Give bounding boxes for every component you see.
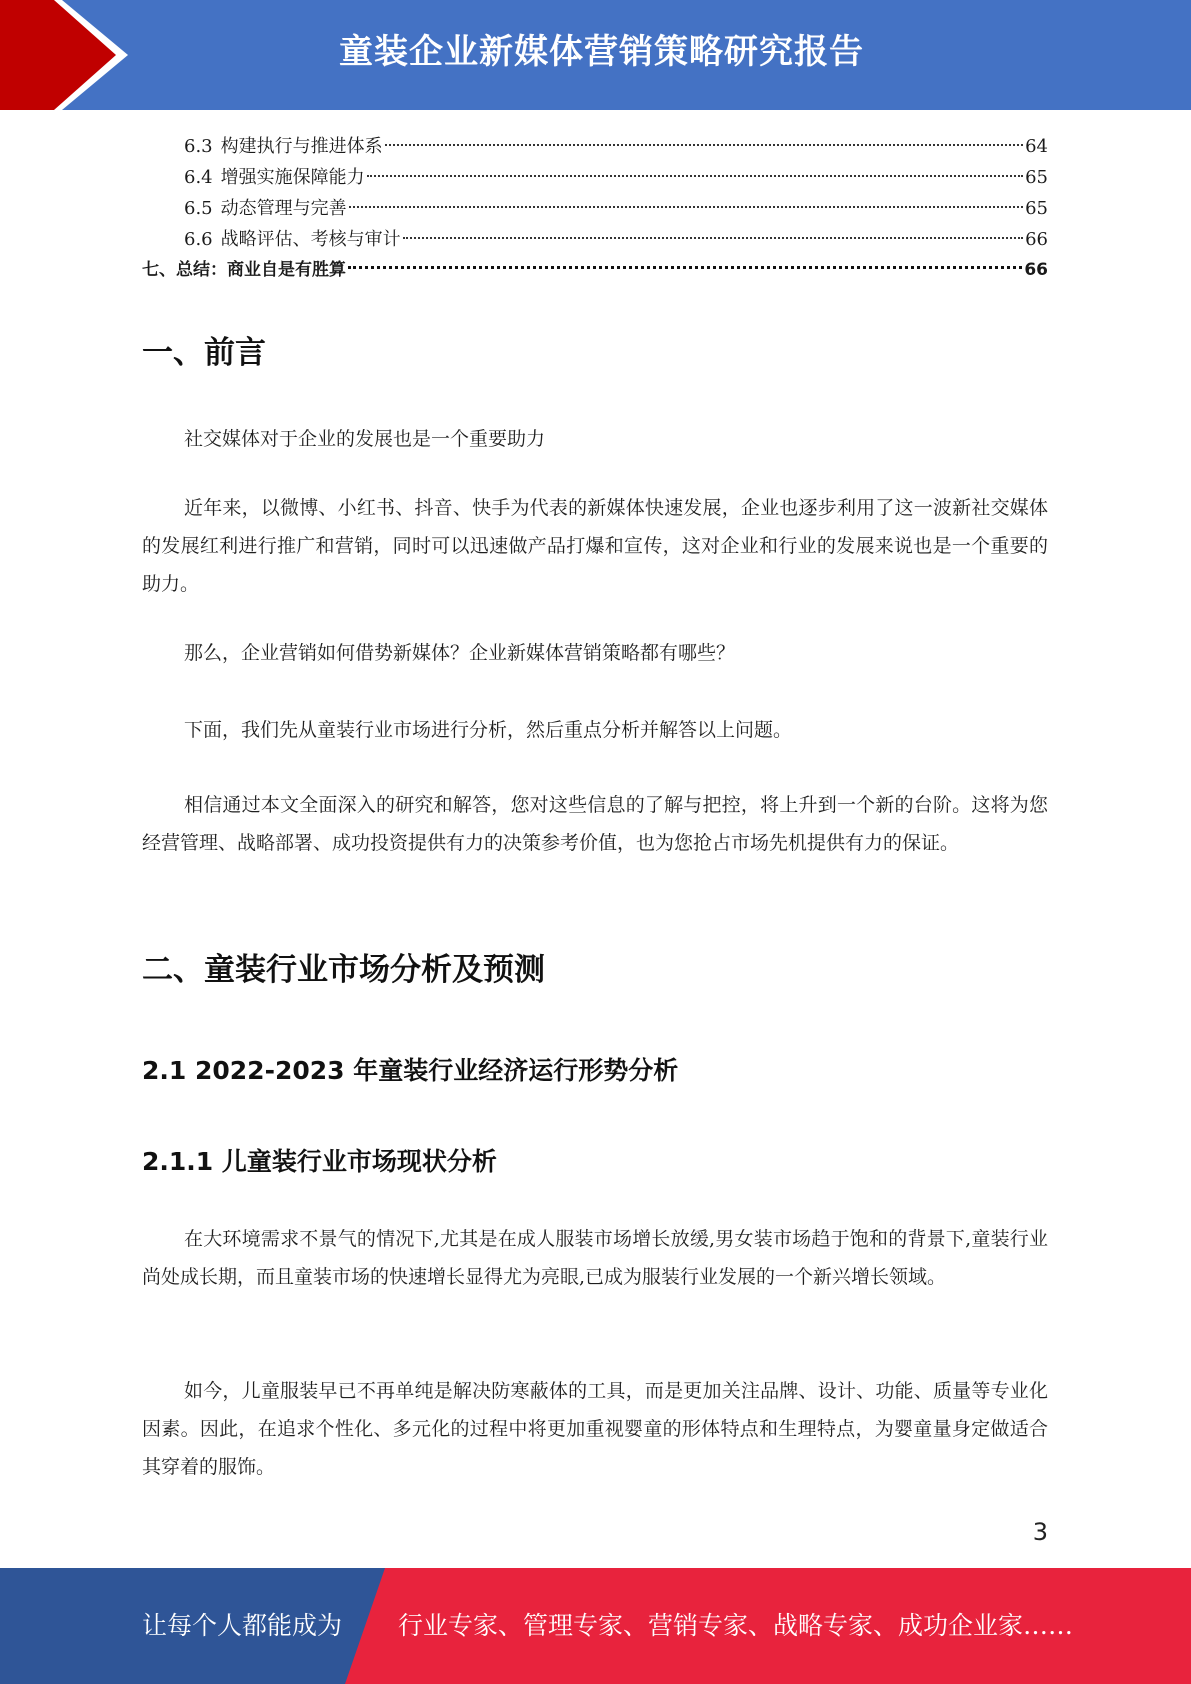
- section-heading-preface: 一、前言: [142, 335, 266, 371]
- toc-entry-page: 66: [1025, 229, 1048, 250]
- subsection-heading: 2.1 2022-2023 年童装行业经济运行形势分析: [142, 1056, 679, 1085]
- toc-entry[interactable]: [142, 224, 1048, 255]
- toc-entry-label: 战略评估、考核与审计: [220, 229, 401, 250]
- toc-entry-number: 6.5: [184, 198, 213, 219]
- section-heading-market-analysis: 二、童装行业市场分析及预测: [142, 952, 545, 988]
- toc-entry-label: 动态管理与完善: [220, 198, 347, 219]
- toc-entry-page: 64: [1025, 136, 1048, 157]
- footer-banner: [0, 1568, 1191, 1684]
- paragraph: 那么，企业营销如何借势新媒体？企业新媒体营销策略都有哪些？: [184, 642, 736, 664]
- toc-entry-number: 6.6: [184, 229, 213, 250]
- toc-entry-label: 七、总结：商业自是有胜算: [142, 260, 346, 280]
- toc-leader: [385, 144, 1023, 146]
- toc-entry[interactable]: [142, 131, 1048, 162]
- document-title: 童装企业新媒体营销策略研究报告: [339, 32, 864, 72]
- toc-entry[interactable]: [142, 162, 1048, 193]
- toc-entry-number: 6.4: [184, 167, 213, 188]
- header-bar: [0, 0, 1191, 110]
- toc-leader: [367, 175, 1023, 177]
- footer-slogan-left: 让每个人都能成为: [142, 1611, 343, 1640]
- toc-leader: [348, 266, 1022, 269]
- toc-leader: [349, 206, 1023, 208]
- toc-entry[interactable]: [142, 193, 1048, 224]
- toc-entry-page: 66: [1024, 260, 1048, 280]
- toc-entry-chapter[interactable]: [142, 255, 1048, 286]
- toc-entry-page: 65: [1025, 167, 1048, 188]
- paragraph: 社交媒体对于企业的发展也是一个重要助力: [184, 428, 546, 450]
- toc-leader: [403, 237, 1023, 239]
- paragraph: 下面，我们先从童装行业市场进行分析，然后重点分析并解答以上问题。: [184, 719, 793, 741]
- toc-entry-page: 65: [1025, 198, 1048, 219]
- toc-entry-label: 增强实施保障能力: [220, 167, 365, 188]
- paragraph: 如今，儿童服装早已不再单纯是解决防寒蔽体的工具，而是更加关注品牌、设计、功能、质量等专业化因素。因此，在追求个性化、多元化的过程中将更加重视婴童的形体特点和生理特点，为婴童量身定做适合其穿着的服饰。: [142, 1380, 1048, 1478]
- paragraph: 近年来，以微博、小红书、抖音、快手为代表的新媒体快速发展，企业也逐步利用了这一波新社交媒体的发展红利进行推广和营销，同时可以迅速做产品打爆和宣传，这对企业和行业的发展来说也是一个重要的助力。: [142, 497, 1048, 595]
- toc-entry-label: 构建执行与推进体系: [220, 136, 383, 157]
- subsubsection-heading: 2.1.1 儿童装行业市场现状分析: [142, 1147, 497, 1176]
- page-number: 3: [1032, 1518, 1048, 1546]
- paragraph: 在大环境需求不景气的情况下,尤其是在成人服装市场增长放缓,男女装市场趋于饱和的背景下,童装行业尚处成长期，而且童装市场的快速增长显得尤为亮眼,已成为服装行业发展的一个新兴增长领域。: [142, 1228, 1048, 1288]
- toc-entry-number: 6.3: [184, 136, 213, 157]
- paragraph: 相信通过本文全面深入的研究和解答，您对这些信息的了解与把控，将上升到一个新的台阶。这将为您经营管理、战略部署、成功投资提供有力的决策参考价值，也为您抢占市场先机提供有力的保证。: [142, 794, 1048, 854]
- table-of-contents: [142, 131, 1048, 286]
- footer-slogan-right: 行业专家、管理专家、营销专家、战略专家、成功企业家……: [398, 1611, 1074, 1640]
